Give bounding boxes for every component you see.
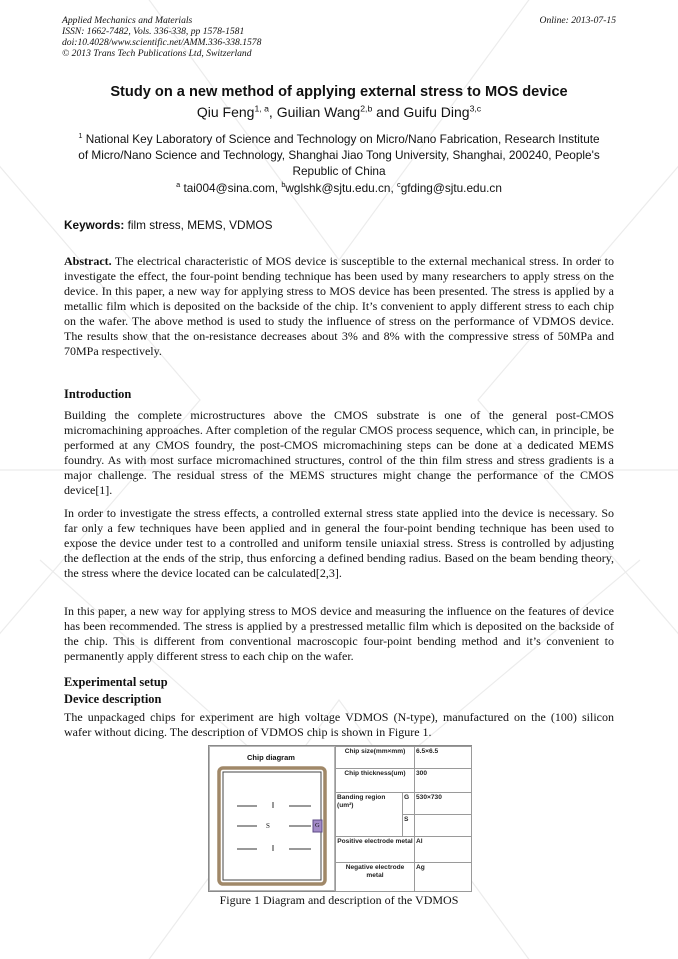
email-link[interactable]: tai004@sina.com, [180,181,282,195]
affiliation [78,131,600,179]
author-name: Guilian Wang [276,104,361,120]
introduction-paragraph-2: In order to investigate the stress effects, a controlled external stress state applied into the device is necessary. So far only a few techniques have been applied and in general the four-point bending technique has been used to expose the device under test to a controlled and uniform tensile uniaxial stress. Stress is controlled by adjusting the deflection at the ends of the strip, thus enforcing a defined bending radius. Based on the beam bending theory, the stress where the device located can be calculated[2,3]. [64,506,614,580]
table-row [336,747,472,769]
introduction-paragraph-3: In this paper, a new way for applying stress to MOS device and measuring the influence on the features of device has been recommended. The stress is applied by a prestressed metallic film which is deposited on the backside of the chip. This is different from conventional macroscopic four-point bending method and it’s convenient to permanently apply different stress to each chip on the wafer. [64,604,614,663]
author-name: Qiu Feng [196,104,255,120]
email-link[interactable]: wglshk@sjtu.edu.cn, [285,181,398,195]
spec-value: 300 [415,769,472,793]
spec-label: Positive electrode metal [336,837,415,863]
spec-label: Negative electrode metal [336,863,415,892]
table-row [336,769,472,793]
doi-line: doi:10.4028/www.scientific.net/AMM.336-338.1578 [62,37,262,48]
spec-label: Chip size(mm×mm) [336,747,415,769]
author-superscript: 2,b [360,103,373,114]
table-row [336,793,472,815]
author-list [0,104,678,120]
spec-value: 6.5×6.5 [415,747,472,769]
affiliation-superscript: 1 [78,131,83,141]
keywords [64,218,272,232]
author-separator: and [372,104,404,120]
spec-value: Al [415,837,472,863]
author-superscript: 3,c [469,103,482,114]
spec-sublabel: S [403,815,415,837]
paper-title: Study on a new method of applying external stress to MOS device [110,84,568,100]
table-row [336,837,472,863]
spec-label: Chip thickness(um) [336,769,415,793]
chip-spec-table [335,746,472,892]
keywords-text: film stress, MEMS, VDMOS [124,218,273,232]
spec-label: Banding region (um²) [336,793,403,837]
keywords-label: Keywords: [64,218,125,232]
figure-1-caption: Figure 1 Diagram and description of the VDMOS [219,893,459,907]
affiliation-text: National Key Laboratory of Science and Technology on Micro/Nano Fabrication, Research Institute of Micro/Nano Science and Technology, Shanghai Jiao Tong University, Shanghai, 200240, People's Republic of China [78,132,600,178]
chip-diagram-title: Chip diagram [247,753,295,762]
online-date: Online: 2013-07-15 [539,15,616,26]
source-label: S [266,822,270,830]
chip-diagram [209,746,335,891]
email-superscript: b [281,180,286,190]
abstract-text: The electrical characteristic of MOS device is susceptible to the external mechanical stress. In order to investigate the effect, the four-point bending technique has been used by many researchers to apply stress on the device. In this paper, a new way for applying stress to MOS device has been presented. The stress is applied by a metallic film which is deposited on the backside of the chip. It’s convenient to apply different stress to each chip on the wafer. The above method is used to study the influence of stress on the performance of VDMOS device. The results show that the on-resistance decreases about 3% and 8% with the compressive stress of 50MPa and 70MPa respectively. [64,254,614,358]
author-separator: , [268,104,277,120]
experimental-setup-heading: Experimental setup [64,675,168,689]
table-row [336,863,472,892]
email-link[interactable]: gfding@sjtu.edu.cn [400,181,502,195]
email-superscript: c [397,180,401,190]
abstract-label: Abstract. [64,254,112,268]
figure-1 [208,745,472,892]
issn-line: ISSN: 1662-7482, Vols. 336-338, pp 1578-1581 [62,26,245,37]
author-emails [0,181,678,195]
device-description-heading: Device description [64,692,162,706]
spec-value: Ag [415,863,472,892]
spec-value: 530×730 [415,793,472,815]
introduction-paragraph-1: Building the complete microstructures above the CMOS substrate is one of the general post-CMOS micromachining approaches. After completion of the regular CMOS process sequence, which can, in principle, be performed at any CMOS foundry, the post-CMOS micromachining steps can be done at a dedicated MEMS foundry. As with most surface micromachined structures, control of the thin film stress and stress gradients is a major challenge. The residual stress of the MEMS structures might change the performance of the CMOS device[1]. [64,408,614,497]
gate-label: G [315,822,320,829]
source-fingers [237,802,311,851]
journal-name: Applied Mechanics and Materials [62,15,193,26]
spec-sublabel: G [403,793,415,815]
author-name: Guifu Ding [403,104,470,120]
copyright-line: © 2013 Trans Tech Publications Ltd, Switzerland [62,48,252,59]
journal-header [62,15,261,59]
email-superscript: a [176,180,181,190]
spec-value [415,815,472,837]
abstract [64,254,614,359]
device-description-paragraph: The unpackaged chips for experiment are high voltage VDMOS (N-type), manufactured on the (100) silicon wafer without dicing. The description of VDMOS chip is shown in Figure 1. [64,710,614,739]
introduction-heading: Introduction [64,387,132,401]
author-superscript: 1, a [254,103,269,114]
